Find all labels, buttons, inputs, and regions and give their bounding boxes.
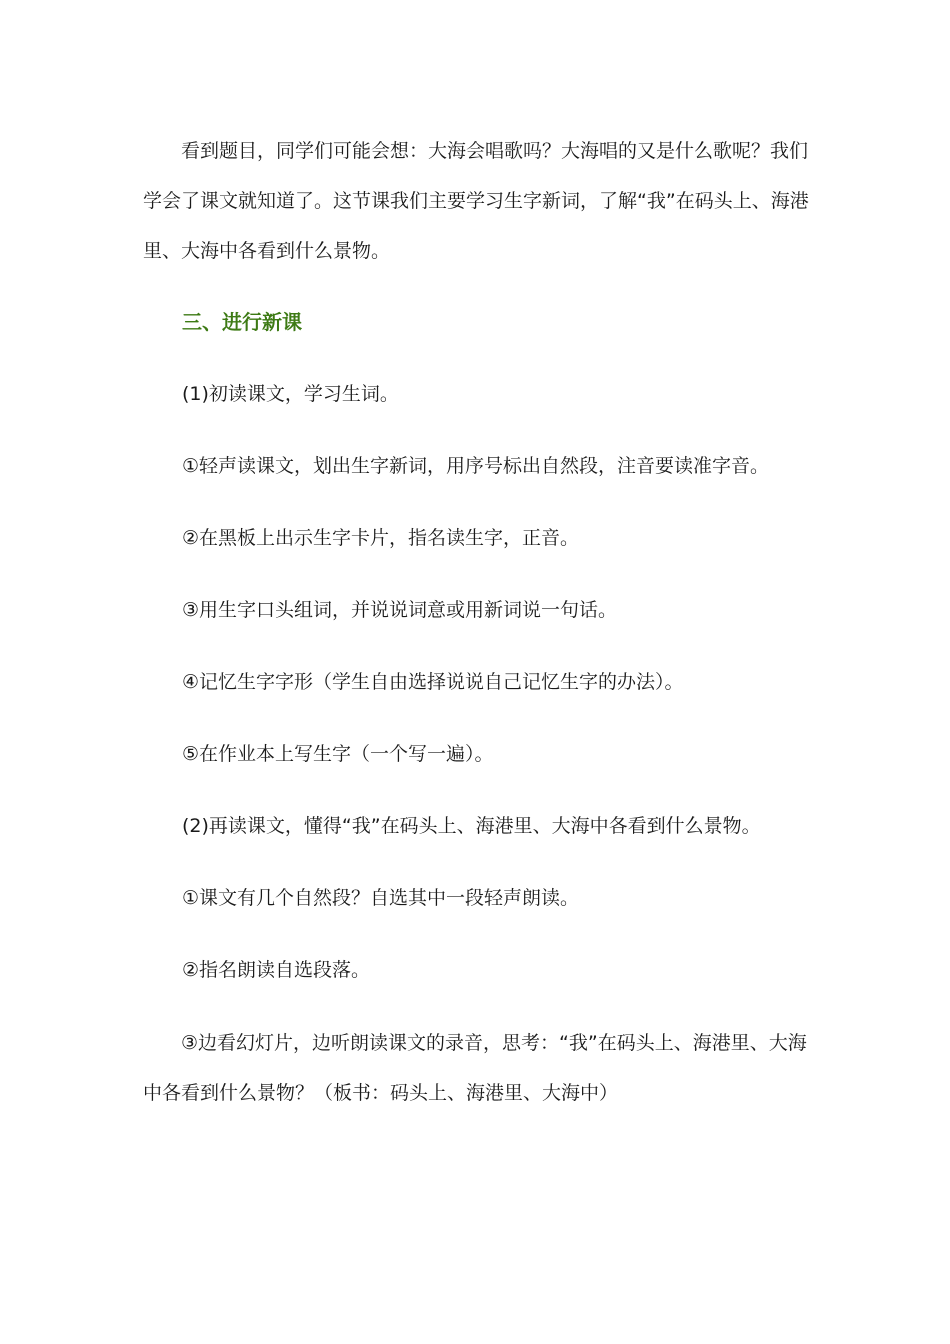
intro-paragraph: 看到题目，同学们可能会想：大海会唱歌吗？大海唱的又是什么歌呢？我们学会了课文就知道了。这节课我们主要学习生字新词，了解“我”在码头上、海港里、大海中各看到什么景物。 — [143, 140, 809, 262]
list-item: ③用生字口头组词，并说说词意或用新词说一句话。 — [182, 599, 618, 621]
list-item: ④记忆生字字形（学生自由选择说说自己记忆生字的办法）。 — [182, 671, 684, 693]
list-item: (2)再读课文，懂得“我”在码头上、海港里、大海中各看到什么景物。 — [182, 815, 761, 837]
list-item: ②在黑板上出示生字卡片，指名读生字，正音。 — [182, 527, 580, 549]
list-item: ①轻声读课文，划出生字新词，用序号标出自然段，注音要读准字音。 — [182, 455, 770, 477]
list-item: (1)初读课文，学习生词。 — [182, 383, 399, 405]
list-item: ①课文有几个自然段？自选其中一段轻声朗读。 — [182, 887, 580, 909]
list-item: ⑤在作业本上写生字（一个写一遍）。 — [182, 743, 494, 765]
section-heading: 三、进行新课 — [182, 310, 302, 334]
list-item: ②指名朗读自选段落。 — [182, 959, 371, 981]
final-paragraph: ③边看幻灯片，边听朗读课文的录音，思考：“我”在码头上、海港里、大海中各看到什么景物？（板书：码头上、海港里、大海中） — [143, 1032, 807, 1104]
